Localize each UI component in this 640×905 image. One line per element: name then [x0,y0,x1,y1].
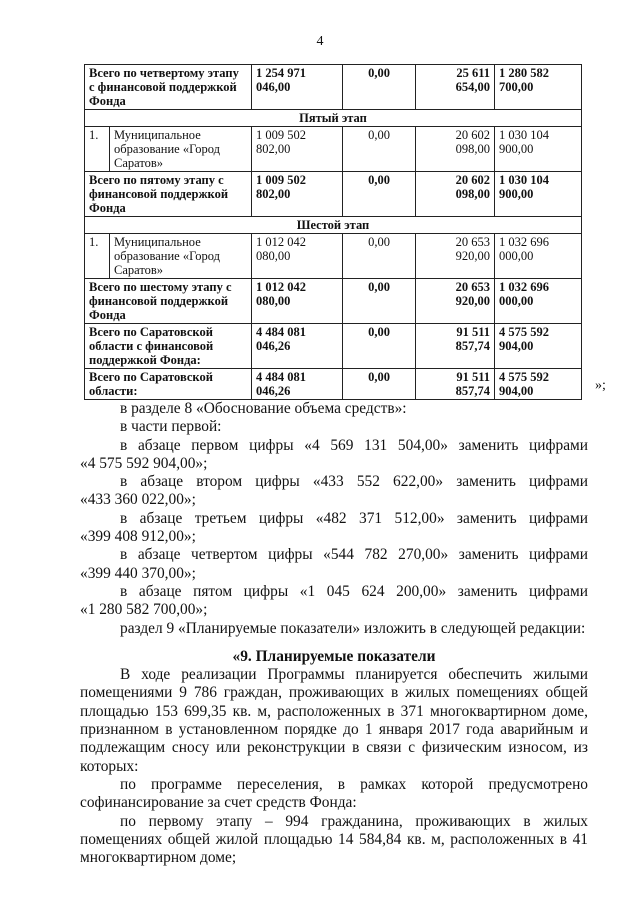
cell-value: 0,00 [343,324,416,369]
section-header: Шестой этап [85,217,582,234]
paragraph: раздел 9 «Планируемые показатели» изложить в следующей редакции: [120,619,586,637]
cell-value: 1 030 104 900,00 [495,172,582,217]
cell-value: 20 602 098,00 [416,127,495,172]
row-number: 1. [85,127,110,172]
table-row [85,172,582,217]
paragraph: «4 575 592 904,00»; [80,454,208,472]
table-row [85,369,582,400]
paragraph: «1 280 582 700,00»; [80,601,208,619]
paragraph: в абзаце первом цифры «4 569 131 504,00» заменить цифрами [120,436,588,454]
cell-value: 0,00 [343,279,416,324]
row-label: Всего по четвертому этапу с финансовой поддержкой Фонда [85,65,252,110]
row-label: Муниципальное образование «Город Саратов» [110,127,252,172]
cell-value: 20 653 920,00 [416,279,495,324]
document-body [80,400,588,867]
paragraph: в разделе 8 «Обоснование объема средств»: [120,400,407,417]
page-number: 4 [316,34,324,49]
row-label: Всего по шестому этапу с финансовой поддержкой Фонда [85,279,252,324]
cell-value: 20 653 920,00 [416,234,495,279]
row-number: 1. [85,234,110,279]
row-label: Всего по Саратовской области с финансовой поддержкой Фонда: [85,324,252,369]
cell-value: 91 511 857,74 [416,324,495,369]
cell-value: 0,00 [343,127,416,172]
cell-value: 4 575 592 904,00 [495,369,582,400]
section-header-row [85,217,582,234]
paragraph: в абзаце четвертом цифры «544 782 270,00» заменить цифрами [120,546,588,564]
cell-value: 4 575 592 904,00 [495,324,582,369]
cell-value: 1 012 042 080,00 [252,234,343,279]
cell-value: 0,00 [343,172,416,217]
cell-value: 1 032 696 000,00 [495,279,582,324]
paragraph: в части первой: [120,418,222,436]
cell-value: 20 602 098,00 [416,172,495,217]
table-row [85,234,582,279]
paragraph: в абзаце втором цифры «433 552 622,00» заменить цифрами [120,473,588,491]
table-row [85,324,582,369]
paragraph: «399 408 912,00»; [80,528,196,546]
table-closing-quote: »; [595,378,606,393]
table-row [85,279,582,324]
paragraph: по первому этапу – 994 гражданина, проживающих в жилых помещениях общей жилой площадью 14 584,84 кв. м, расположенных в 41 многоквартирном доме; [80,812,588,867]
cell-value: 4 484 081 046,26 [252,369,343,400]
cell-value: 0,00 [343,234,416,279]
funding-table [84,64,582,400]
row-label: Всего по Саратовской области: [85,369,252,400]
cell-value: 1 012 042 080,00 [252,279,343,324]
paragraph: в абзаце третьем цифры «482 371 512,00» заменить цифрами [120,509,588,527]
cell-value: 1 030 104 900,00 [495,127,582,172]
paragraph: «399 440 370,00»; [80,564,196,582]
paragraph: в абзаце пятом цифры «1 045 624 200,00» заменить цифрами [120,582,588,600]
cell-value: 1 032 696 000,00 [495,234,582,279]
cell-value: 91 511 857,74 [416,369,495,400]
row-label: Муниципальное образование «Город Саратов» [110,234,252,279]
cell-value: 1 280 582 700,00 [495,65,582,110]
cell-value: 4 484 081 046,26 [252,324,343,369]
paragraph: «433 360 022,00»; [80,491,196,509]
cell-value: 25 611 654,00 [416,65,495,110]
cell-value: 1 009 502 802,00 [252,172,343,217]
cell-value: 0,00 [343,65,416,110]
table-row [85,65,582,110]
section-heading: «9. Планируемые показатели [232,647,436,665]
section-header-row [85,110,582,127]
cell-value: 1 254 971 046,00 [252,65,343,110]
section-header: Пятый этап [85,110,582,127]
cell-value: 1 009 502 802,00 [252,127,343,172]
cell-value: 0,00 [343,369,416,400]
row-label: Всего по пятому этапу с финансовой поддержкой Фонда [85,172,252,217]
paragraph: по программе переселения, в рамках которой предусмотрено софинансирование за счет средств Фонда: [80,775,588,812]
paragraph: В ходе реализации Программы планируется обеспечить жилыми помещениями 9 786 граждан, проживающих в жилых помещениях общей площадью 153 699,35 кв. м, расположенных в 371 многоквартирном доме, признанном в установленном порядке до 1 января 2017 года аварийным и подлежащим сносу или реконструкции в связи с физическим износом, из которых: [80,666,588,775]
table-row [85,127,582,172]
